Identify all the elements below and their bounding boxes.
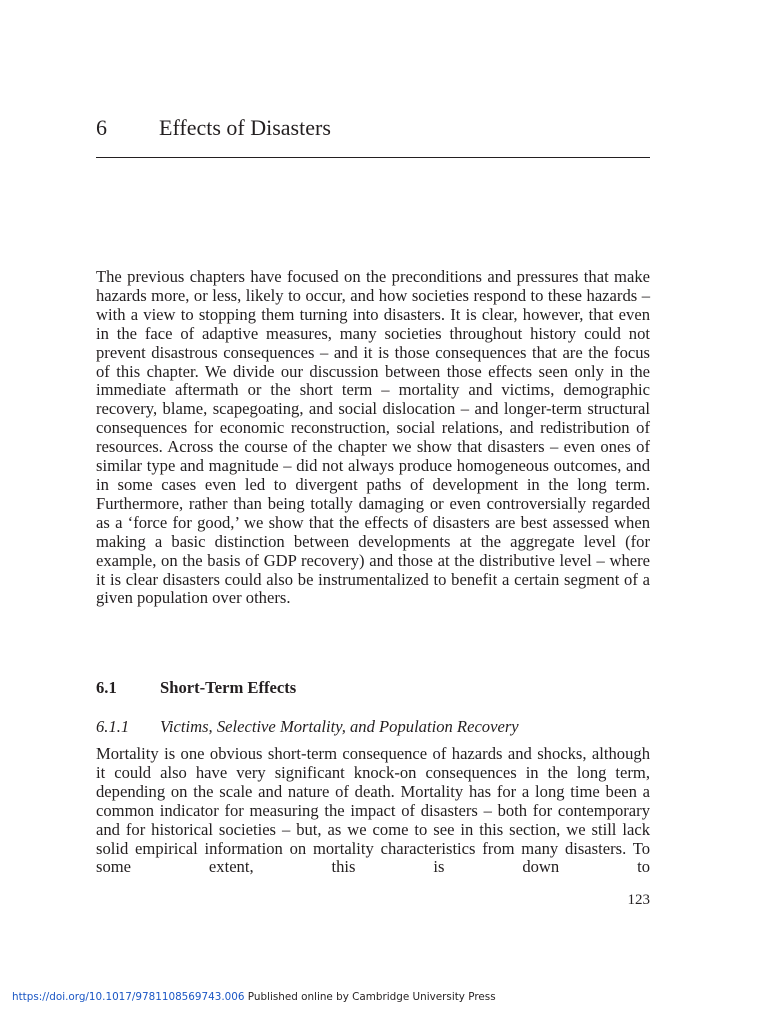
intro-paragraph: The previous chapters have focused on the preconditions and pressures that make hazards more, or less, likely to occur, and how societies respond to these hazards – with a view to stopping them turning into disasters. It is clear, however, that even in the face of adaptive measures, many societies throughout history could not prevent disastrous consequences – and it is those consequences that are the focus of this chapter. We divide our discussion between those effects seen only in the immediate aftermath or the short term – mortality and victims, demographic recovery, blame, scapegoating, and social dislocation – and longer-term structural consequences for economic reconstruction, social relations, and redistribution of resources. Across the course of the chapter we show that disasters – even ones of similar type and magnitude – did not always produce homogeneous outcomes, and in some cases even led to divergent paths of development in the long term. Furthermore, rather than being totally damaging or even controversially regarded as a ‘force for good,’ we show that the effects of disasters are best assessed when making a basic distinction between developments at the aggregate level (for example, on the basis of GDP recovery) and those at the distributive level – where it is clear disasters could also be instrumentalized to benefit a certain segment of a given population over others. bbox=[96, 267, 650, 608]
chapter-divider bbox=[96, 157, 650, 158]
section-heading bbox=[96, 678, 650, 698]
chapter-number: 6 bbox=[96, 115, 107, 140]
mortality-paragraph: Mortality is one obvious short-term consequence of hazards and shocks, although it could also have very significant knock-on consequences in the long term, depending on the scale and nature of death. Mortality has for a long time been a common indicator for measuring the impact of disasters – both for contemporary and for historical societies – but, as we come to see in this section, we still lack solid empirical information on mortality characteristics from many disasters. To some extent, this is down to bbox=[96, 744, 650, 877]
published-text: Published online by Cambridge University Press bbox=[244, 991, 496, 1003]
subsection-number: 6.1.1 bbox=[96, 717, 130, 736]
footer-citation bbox=[12, 990, 496, 1004]
chapter-heading bbox=[96, 114, 650, 142]
section-title: Short-Term Effects bbox=[160, 678, 297, 697]
subsection-heading bbox=[96, 717, 650, 737]
page-number: 123 bbox=[627, 892, 650, 908]
chapter-title: Effects of Disasters bbox=[159, 115, 331, 140]
section-number: 6.1 bbox=[96, 678, 117, 697]
doi-link[interactable]: https://doi.org/10.1017/9781108569743.006 bbox=[12, 991, 245, 1003]
subsection-title: Victims, Selective Mortality, and Population Recovery bbox=[160, 717, 519, 736]
